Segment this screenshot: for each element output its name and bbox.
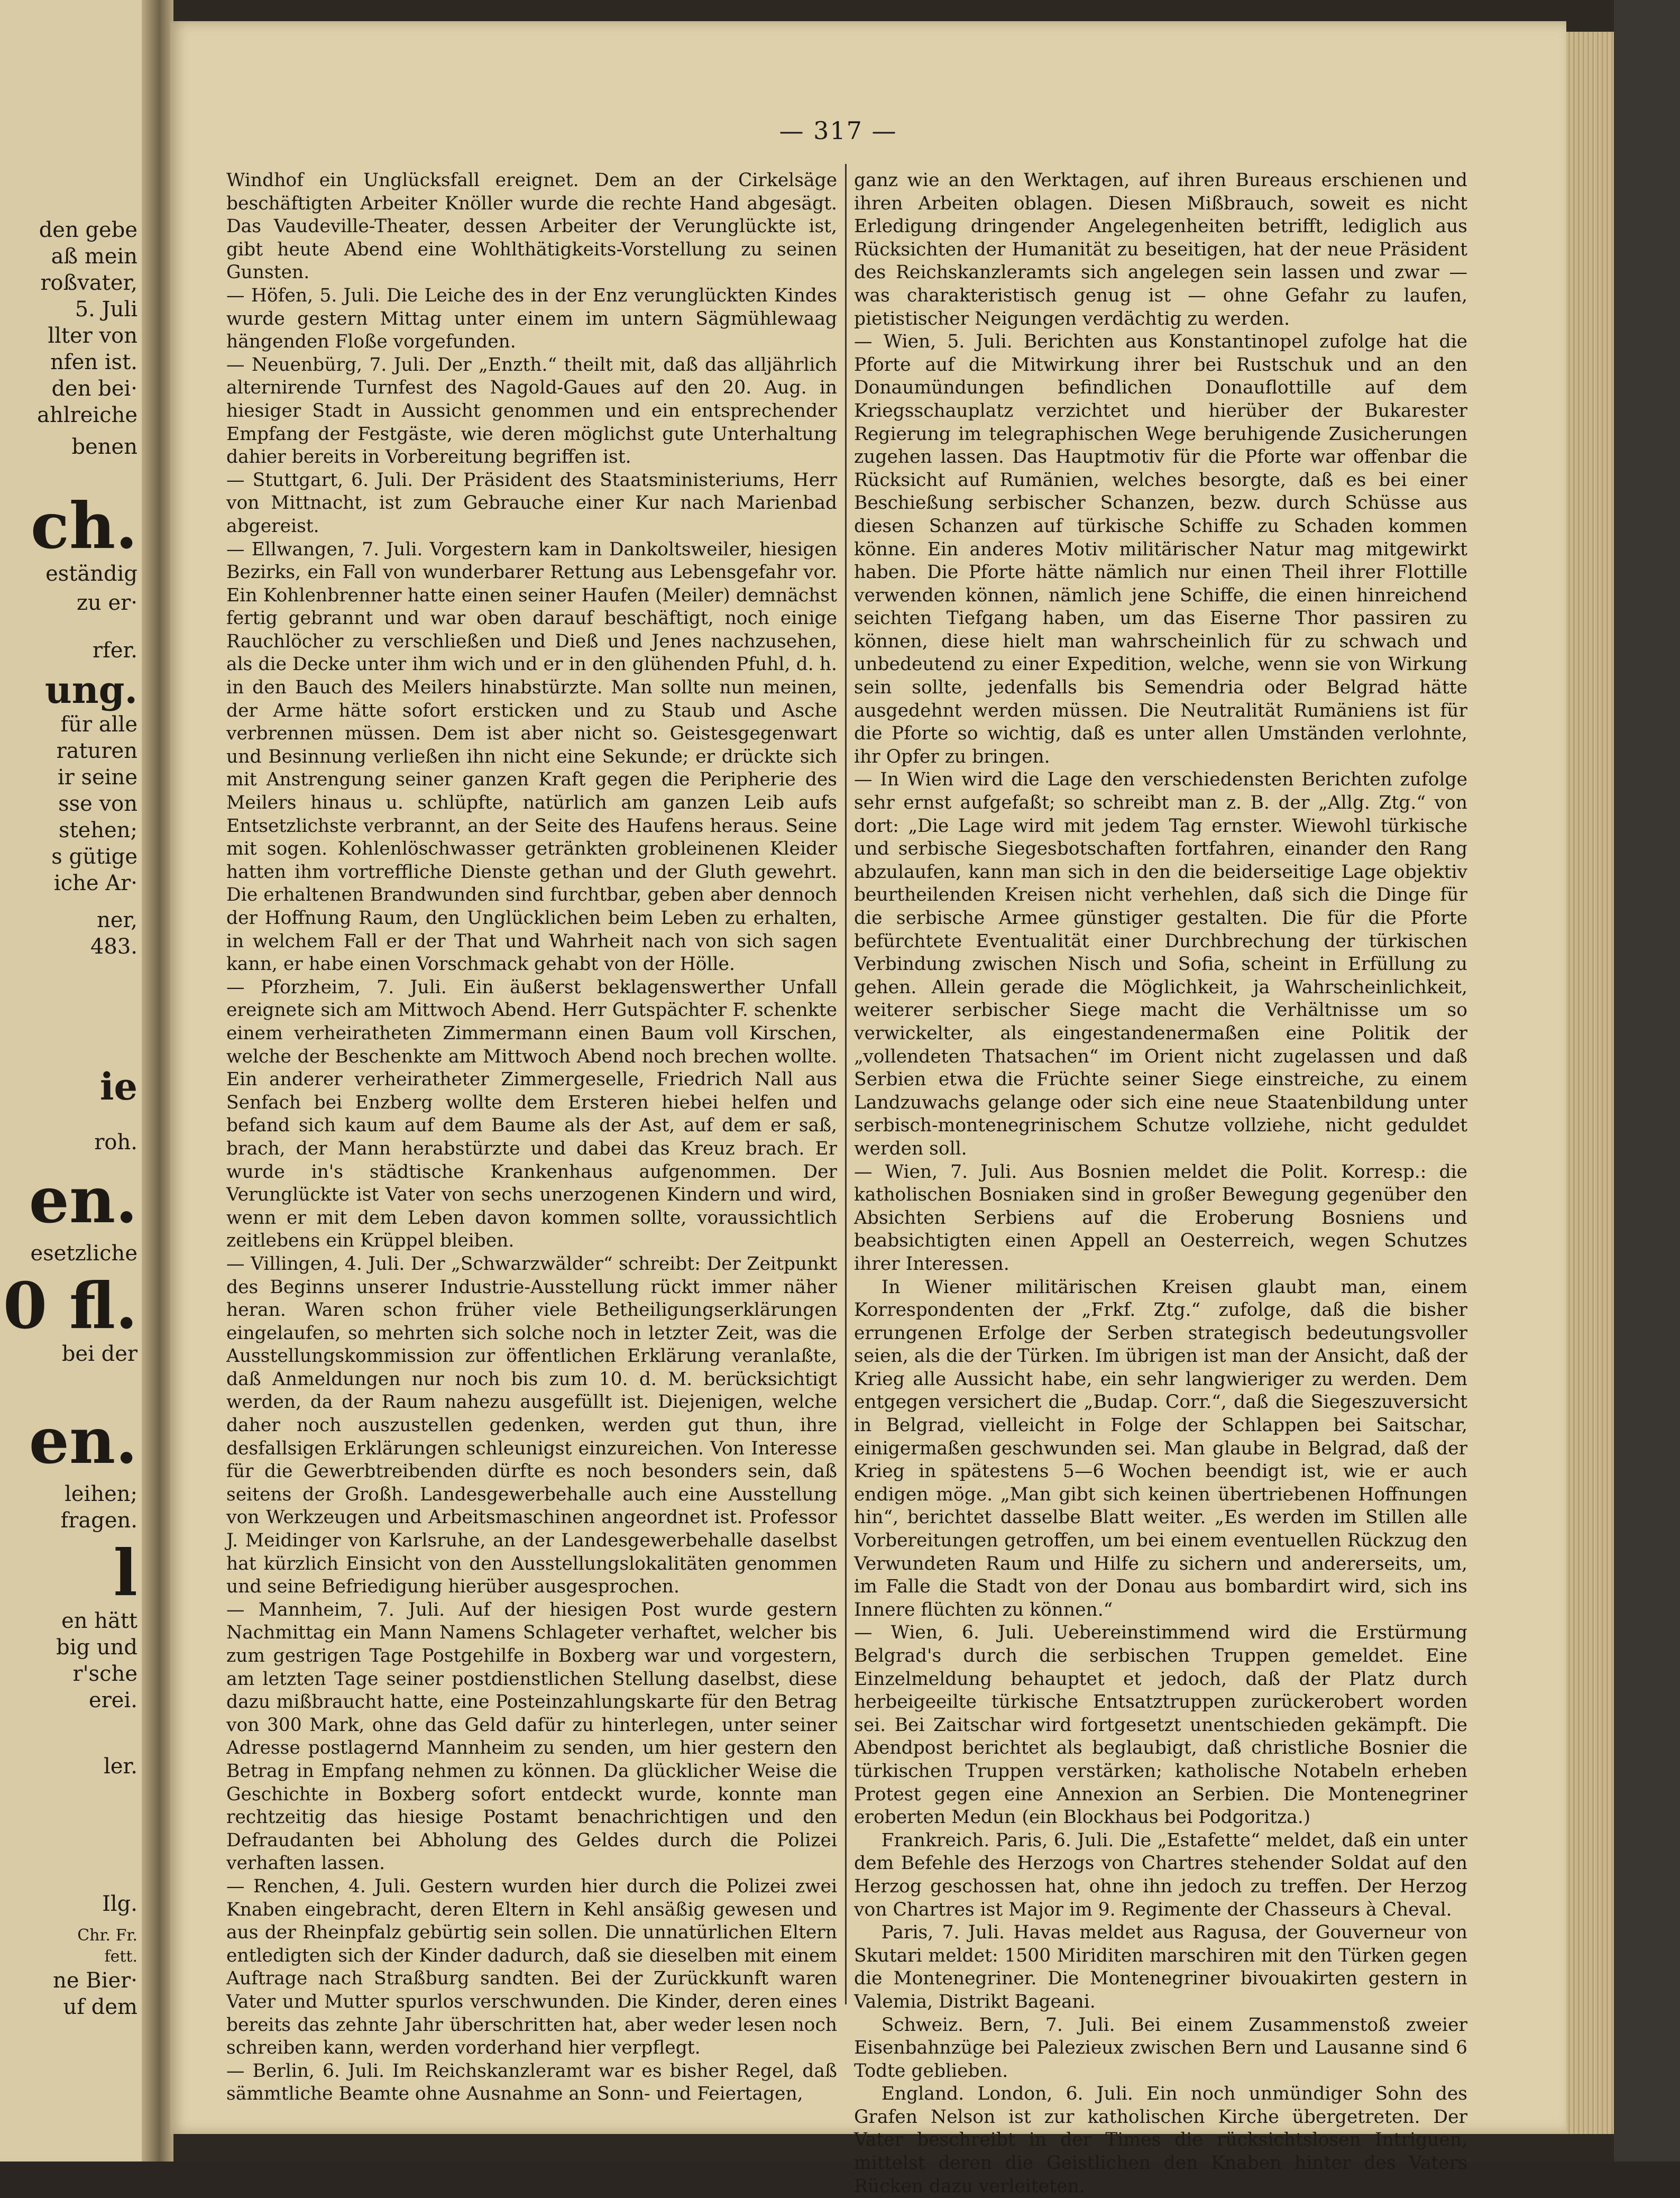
left-fragment: ne Bier· bbox=[53, 1968, 137, 1993]
left-fragment: den gebe bbox=[39, 218, 137, 242]
paragraph: — Neuenbürg, 7. Juli. Der „Enzth.“ theilt mit, daß das alljährlich alternirende Turnfest des Nagold-Gaues auf den 20. Aug. in hiesiger Stadt in Aussicht genommen und ein entsprechender Empfang der Festgäste, wie deren möglichst gute Unterhaltung dahier bereits in Vorbereitung begriffen ist. bbox=[226, 354, 837, 468]
left-fragment: bei der bbox=[61, 1342, 137, 1366]
left-fragment: roh. bbox=[94, 1130, 137, 1155]
left-fragment: Chr. Fr. bbox=[77, 1926, 137, 1945]
left-fragment: stehen; bbox=[59, 818, 137, 842]
left-fragment: zu er· bbox=[76, 591, 137, 615]
page-edges bbox=[1566, 32, 1614, 2134]
paragraph: Frankreich. Paris, 6. Juli. Die „Estafette“ meldet, daß ein unter dem Befehle des Herzogs von Chartres stehender Soldat auf den Herzog geschossen hat, ohne ihn jedoch zu treffen. Der Herzog von Chartres ist Major im 9. Regimente der Chasseurs à Cheval. bbox=[854, 1829, 1467, 1920]
paragraph: — Pforzheim, 7. Juli. Ein äußerst beklagenswerther Unfall ereignete sich am Mittwoch Abend. Herr Gutspächter F. schenkte einem verheiratheten Zimmermann einen Baum voll Kirschen, welche der Beschenkte am Mittwoch Abend noch brechen wollte. Ein anderer verheiratheter Zimmergeselle, Friedrich Nall aus Senfach bei Enzberg wollte dem Ersteren hiebei helfen und befand sich kaum auf dem Baume als der Ast, auf dem er saß, brach, der Mann herabstürzte und dabei das Kreuz brach. Er wurde in's städtische Krankenhaus aufgenommen. Der Verunglückte ist Vater von sechs unerzogenen Kindern und wird, wenn er mit dem Leben davon kommen sollte, voraussichtlich zeitlebens ein Krüppel bleiben. bbox=[226, 976, 837, 1252]
paragraph: — In Wien wird die Lage den verschiedensten Berichten zufolge sehr ernst aufgefaßt; so schreibt man z. B. der „Allg. Ztg.“ von dort: „Die Lage wird mit jedem Tag ernster. Wiewohl türkische und serbische Siegesbotschaften fortfahren, einander den Rang abzulaufen, kann man sich in den die beiderseitige Lage objektiv beurtheilenden Kreisen nicht verhehlen, daß sich die Dinge für die serbische Armee günstiger gestalten. Die für die Pforte befürchtete Eventualität einer Durchbrechung der türkischen Verbindung zwischen Nisch und Sofia, scheint in Erfüllung zu gehen. Allein gerade die Möglichkeit, ja Wahrscheinlichkeit, weiterer serbischer Siege macht die Verhältnisse um so verwickelter, als eingestandenermaßen eine Politik der „vollendeten Thatsachen“ im Orient nicht zugelassen und daß Serbien etwa die Früchte seiner Siege einstreiche, zu einem Landzuwachs gelange oder sich eine neue Staatenbildung unter serbisch-montenegrinischem Schutze vollziehe, nicht geduldet werden soll. bbox=[854, 769, 1467, 1159]
left-fragment: roßvater, bbox=[40, 271, 137, 295]
left-fragment: den bei· bbox=[51, 377, 137, 401]
left-fragment: ler. bbox=[104, 1754, 137, 1779]
paragraph: — Mannheim, 7. Juli. Auf der hiesigen Post wurde gestern Nachmittag ein Mann Namens Schlageter verhaftet, welcher bis zum gestrigen Tage Postgehilfe in Boxberg war und vorgestern, am letzten Tage seiner postdienstlichen Stellung daselbst, diese dazu mißbraucht hatte, eine Posteinzahlungskarte für den Betrag von 300 Mark, ohne das Geld dafür zu hinterlegen, unter seiner Adresse postlagernd Mannheim zu senden, um hier gestern den Betrag in Empfang nehmen zu können. Da glücklicher Weise die Geschichte in Boxberg sofort entdeckt wurde, konnte man rechtzeitig das hiesige Postamt benachrichtigen und den Defraudanten bei Abholung des Geldes durch die Polizei verhaften lassen. bbox=[226, 1599, 837, 1874]
text-column-right bbox=[854, 169, 1467, 2197]
left-fragment-large: 0 fl. bbox=[3, 1269, 137, 1343]
left-fragment-large: ie bbox=[99, 1065, 137, 1109]
left-fragment: sse von bbox=[58, 792, 137, 816]
left-fragment: für alle bbox=[60, 712, 137, 737]
left-fragment: r'sche bbox=[72, 1662, 137, 1686]
left-fragment: esetzliche bbox=[30, 1241, 137, 1266]
paragraph: — Wien, 5. Juli. Berichten aus Konstantinopel zufolge hat die Pforte auf die Mitwirkung ihrer bei Rustschuk und an den Donaumündungen befindlichen Donauflottille auf dem Kriegsschauplatz verzichtet und hierüber der Bukarester Regierung im telegraphischen Wege beruhigende Zusicherungen zugehen lassen. Das Hauptmotiv für die Pforte war offenbar die Rücksicht auf Rumänien, welches besorgte, daß es bei einer Beschießung serbischer Schanzen, bezw. durch Schüsse aus diesen Schanzen auf türkische Schiffe zu Schaden kommen könne. Ein anderes Motiv militärischer Natur mag mitgewirkt haben. Die Pforte hätte nämlich nur einen Theil ihrer Flottille verwenden können, nämlich jene Schiffe, die einen hinreichend seichten Tiefgang haben, um das Eiserne Thor passiren zu können, diese hielt man wahrscheinlich für zu schwach und unbedeutend zu einer Expedition, welche, wenn sie von Wirkung sein sollte, jedenfalls bis Semendria oder Belgrad hätte ausgedehnt werden müssen. Die Neutralität Rumäniens ist für die Pforte so wichtig, daß es unter allen Umständen verlohnte, ihr Opfer zu bringen. bbox=[854, 331, 1467, 767]
book-cover-board bbox=[1614, 0, 1680, 2162]
paragraph: — Stuttgart, 6. Juli. Der Präsident des Staatsministeriums, Herr von Mittnacht, ist zum Gebrauche einer Kur nach Marienbad abgereist. bbox=[226, 469, 837, 537]
paragraph: Schweiz. Bern, 7. Juli. Bei einem Zusammenstoß zweier Eisenbahnzüge bei Palezieux zwischen Bern und Lausanne sind 6 Todte geblieben. bbox=[854, 2014, 1467, 2082]
page-number: — 317 — bbox=[779, 116, 897, 145]
paragraph: In Wiener militärischen Kreisen glaubt man, einem Korrespondenten der „Frkf. Ztg.“ zufolge, daß die bisher errungenen Erfolge der Serben strategisch bedeutungsvoller seien, als die der Türken. Im übrigen ist man der Ansicht, daß der Krieg alle Aussicht habe, ein sehr langwieriger zu werden. Dem entgegen versichert die „Budap. Corr.“, daß die Siegeszuversicht in Belgrad, vielleicht in Folge der Schlappen bei Saitschar, einigermaßen geschwunden sei. Man glaube in Belgrad, daß der Krieg in spätestens 5—6 Wochen beendigt ist, wie er auch endigen möge. „Man gibt sich keinen übertriebenen Hoffnungen hin“, berichtet dasselbe Blatt weiter. „Es werden im Stillen alle Vorbereitungen getroffen, um bei einem eventuellen Rückzug den Verwundeten Raum und Hilfe zu sichern und andererseits, um, im Falle die Stadt von der Donau aus bombardirt wird, sich ins Innere flüchten zu können.“ bbox=[854, 1276, 1467, 1620]
left-fragment-large: ch. bbox=[30, 489, 137, 563]
left-fragment: eständig bbox=[45, 562, 137, 586]
left-page-edge bbox=[0, 0, 149, 2162]
left-fragment: aß mein bbox=[51, 244, 137, 269]
left-fragment: fragen. bbox=[60, 1508, 137, 1533]
left-fragment: erei. bbox=[89, 1688, 137, 1712]
left-fragment: s gütige bbox=[51, 845, 137, 869]
column-rule bbox=[845, 164, 847, 2004]
left-fragment: uf dem bbox=[63, 1995, 137, 2019]
left-fragment: raturen bbox=[56, 739, 137, 763]
left-fragment: iche Ar· bbox=[53, 871, 137, 895]
paragraph: — Ellwangen, 7. Juli. Vorgestern kam in Dankoltsweiler, hiesigen Bezirks, ein Fall von wunderbarer Rettung aus Lebensgefahr vor. Ein Kohlenbrenner hatte einen seiner Haufen (Meiler) demnächst fertig gebrannt und war oben darauf beschäftigt, noch einige Rauchlöcher zu verschließen und Dieß und Jenes nachzusehen, als die Decke unter ihm wich und er in den glühenden Pfuhl, d. h. in den Bauch des Meilers hinabstürzte. Man sollte nun meinen, der Arme hätte sofort ersticken und zu Staub und Asche verbrennen müssen. Dem ist aber nicht so. Geistesgegenwart und Besinnung verließen ihn nicht eine Sekunde; er drückte sich mit Anstrengung seiner ganzen Kraft gegen die Peripherie des Meilers hinaus u. schlüpfte, natürlich am ganzen Leib aufs Entsetzlichste verbrannt, an der Seite des Haufens heraus. Seine mit sogen. Kohlenlöschwasser getränkten grobleinenen Kleider hatten ihm vortreffliche Dienste gethan und der Gluth gewehrt. Die erhaltenen Brandwunden sind furchtbar, geben aber dennoch der Hoffnung Raum, den Unglücklichen beim Leben zu erhalten, in welchem Fall er der That und Wahrheit nach von sich sagen kann, er habe einen Vorschmack gehabt von der Hölle. bbox=[226, 538, 837, 975]
left-fragment: big und bbox=[56, 1635, 137, 1660]
left-fragment-large: en. bbox=[29, 1404, 137, 1478]
left-fragment: benen bbox=[71, 435, 137, 459]
left-fragment: ner, bbox=[97, 908, 137, 932]
paragraph: — Wien, 7. Juli. Aus Bosnien meldet die Polit. Korresp.: die katholischen Bosniaken sind in großer Bewegung gegenüber den Absichten Serbiens auf die Eroberung Bosniens und beabsichtigten einen Appell an Oesterreich, wegen Schutzes ihrer Interessen. bbox=[854, 1161, 1467, 1275]
book-gutter bbox=[142, 0, 173, 2162]
paragraph: — Höfen, 5. Juli. Die Leiche des in der Enz verunglückten Kindes wurde gestern Mittag unter einem im untern Sägmühlewaag hängenden Floße vorgefunden. bbox=[226, 285, 837, 353]
left-fragment: ahlreiche bbox=[37, 403, 137, 427]
paragraph: — Wien, 6. Juli. Uebereinstimmend wird die Erstürmung Belgrad's durch die serbischen Truppen gemeldet. Eine Einzelmeldung behauptet et jedoch, daß der Platz durch herbeigeeilte türkische Entsatztruppen zurückerobert worden sei. Bei Zaitschar wird fortgesetzt unentschieden gekämpft. Die Abendpost berichtet als beglaubigt, daß christliche Bosnier die türkischen Truppen verstärken; katholische Notabeln erheben Protest gegen eine Annexion an Serbien. Die Montenegriner eroberten Medun (ein Blockhaus bei Podgoritza.) bbox=[854, 1622, 1467, 1828]
left-fragment: fett. bbox=[104, 1947, 137, 1966]
paragraph: — Berlin, 6. Juli. Im Reichskanzleramt war es bisher Regel, daß sämmtliche Beamte ohne Ausnahme an Sonn- und Feiertagen, bbox=[226, 2060, 837, 2105]
left-fragment: nfen ist. bbox=[50, 350, 137, 374]
paragraph: Paris, 7. Juli. Havas meldet aus Ragusa, der Gouverneur von Skutari meldet: 1500 Miriditen marschiren mit den Türken gegen die Montenegriner. Die Montenegriner bivouakirten gestern in Valemia, Distrikt Bageani. bbox=[854, 1922, 1467, 2012]
text-column-left bbox=[226, 169, 837, 2105]
left-fragment: llter von bbox=[48, 324, 137, 348]
left-fragment: 483. bbox=[90, 935, 137, 959]
left-fragment: Ilg. bbox=[102, 1892, 137, 1916]
paragraph: — Villingen, 4. Juli. Der „Schwarzwälder“ schreibt: Der Zeitpunkt des Beginns unserer Industrie-Ausstellung rückt immer näher heran. Waren schon früher viele Betheiligungserklärungen eingelaufen, so mehrten sich solche noch in letzter Zeit, was die Ausstellungskommission zur öffentlichen Erklärung veranlaßte, daß Anmeldungen nur noch bis zum 10. d. M. berücksichtigt werden, da der Raum nahezu ausgefüllt ist. Diejenigen, welche daher noch auszustellen gedenken, werden gut thun, ihre desfallsigen Erklärungen schleunigst einzureichen. Von Interesse für die Gewerbtreibenden dürfte es noch besonders sein, daß seitens der Großh. Landesgewerbehalle auch eine Ausstellung von Werkzeugen und Arbeitsmaschinen angeordnet ist. Professor J. Meidinger von Karlsruhe, an der Landesgewerbehalle daselbst hat kürzlich Einsicht von den Ausstellungslokalitäten genommen und seine Befriedigung hierüber ausgesprochen. bbox=[226, 1253, 837, 1598]
left-fragment-large: l bbox=[113, 1536, 137, 1610]
paragraph: England. London, 6. Juli. Ein noch unmündiger Sohn des Grafen Nelson ist zur katholischen Kirche übergetreten. Der Vater beschreibt in der Times die rücksichtslosen Intriguen, mittelst deren die Geistlichen den Knaben hinter des Vaters Rücken dazu verleiteten. bbox=[854, 2083, 1467, 2197]
paragraph: ganz wie an den Werktagen, auf ihren Bureaus erschienen und ihren Arbeiten oblagen. Diesen Mißbrauch, soweit es nicht Erledigung dringender Angelegenheiten betrifft, lediglich aus Rücksichten der Humanität zu beseitigen, hat der neue Präsident des Reichskanzleramts sich angelegen sein lassen und zwar — was charakteristisch genug ist — ohne Gefahr zu laufen, pietistischer Neigungen verdächtig zu werden. bbox=[854, 170, 1467, 329]
left-fragment-large: en. bbox=[29, 1163, 137, 1238]
left-fragment-large: ung. bbox=[44, 668, 137, 712]
left-fragment: leihen; bbox=[65, 1482, 137, 1506]
left-fragment: 5. Juli bbox=[75, 297, 137, 322]
paragraph: — Renchen, 4. Juli. Gestern wurden hier durch die Polizei zwei Knaben eingebracht, deren Eltern in Kehl ansäßig gewesen und aus der Rheinpfalz gebürtig sein sollen. Die unnatürlichen Eltern entledigten sich der Kinder dadurch, daß sie dieselben mit einem Auftrage nach Straßburg sandten. Bei der Zurückkunft waren Vater und Mutter spurlos verschwunden. Die Kinder, deren eines bereits das zehnte Jahr überschritten hat, aber weder lesen noch schreiben kann, werden vorderhand hier verpflegt. bbox=[226, 1875, 837, 2059]
left-fragment: ir seine bbox=[57, 765, 137, 790]
left-fragment: rfer. bbox=[92, 638, 137, 663]
left-fragment: en hätt bbox=[61, 1609, 137, 1633]
paragraph: Windhof ein Unglücksfall ereignet. Dem an der Cirkelsäge beschäftigten Arbeiter Knöller wurde die rechte Hand abgesägt. Das Vaudeville-Theater, dessen Arbeiter der Verunglückte ist, gibt heute Abend eine Wohlthätigkeits-Vorstellung zu seinen Gunsten. bbox=[226, 170, 837, 283]
